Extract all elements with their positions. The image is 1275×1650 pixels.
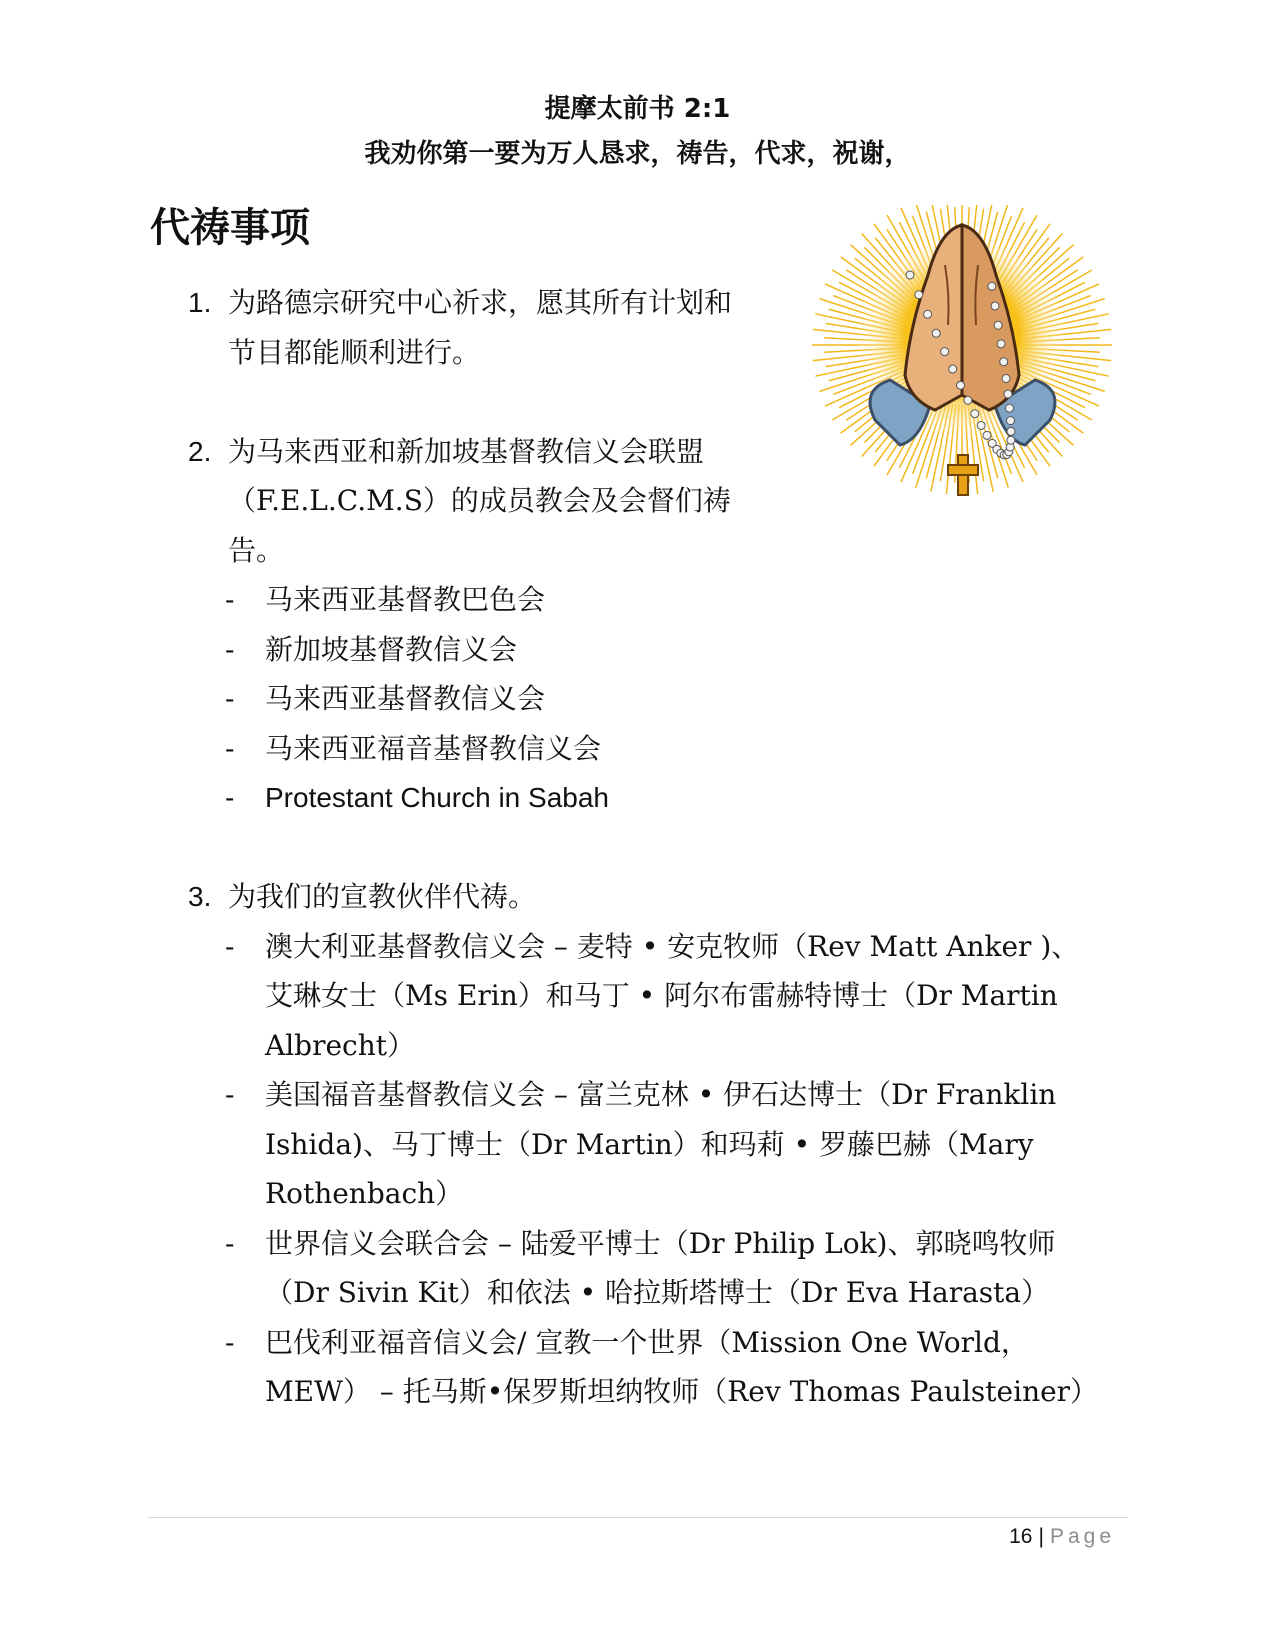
dash-bullet: - bbox=[225, 782, 235, 813]
prayer-item-1 bbox=[150, 278, 758, 377]
prayer-item-3 bbox=[150, 872, 1110, 922]
page-number: 16 bbox=[1009, 1525, 1033, 1548]
dash-bullet: - bbox=[225, 1078, 235, 1111]
list-item-text: 美国福音基督教信义会 – 富兰克林 • 伊石达博士（Dr Franklin Ishida)、马丁博士（Dr Martin）和玛莉 • 罗藤巴赫（Mary Rothenbach） bbox=[265, 1078, 1057, 1210]
page-footer bbox=[1009, 1525, 1115, 1549]
list-item-text: 巴伐利亚福音信义会/ 宣教一个世界（Mission One World，MEW） – 托马斯•保罗斯坦纳牧师（Rev Thomas Paulsteiner） bbox=[265, 1325, 1099, 1408]
page-label: Page bbox=[1049, 1525, 1115, 1548]
list-item-text: 马来西亚基督教信义会 bbox=[265, 682, 546, 715]
list-item bbox=[150, 625, 1110, 675]
list-item bbox=[150, 674, 1110, 724]
list-item-text: 世界信义会联合会 – 陆爱平博士（Dr Philip Lok)、郭晓鸣牧师（Dr Sivin Kit）和依法 • 哈拉斯塔博士（Dr Eva Harasta） bbox=[265, 1226, 1056, 1309]
item-number: 1. bbox=[188, 287, 212, 318]
list-item bbox=[150, 773, 1110, 823]
item-number: 2. bbox=[188, 435, 212, 467]
item-text: 为路德宗研究中心祈求，愿其所有计划和节目都能顺利进行。 bbox=[228, 286, 733, 369]
list-item-text: 澳大利亚基督教信义会 – 麦特 • 安克牧师（Rev Matt Anker )、艾琳女士（Ms Erin）和马丁 • 阿尔布雷赫特博士（Dr Martin Albrecht） bbox=[265, 929, 1080, 1062]
prayer-item-2 bbox=[150, 427, 778, 576]
dash-bullet: - bbox=[225, 1226, 235, 1260]
list-item-text: Protestant Church in Sabah bbox=[265, 782, 609, 813]
page-heading: 代祷事项 bbox=[150, 205, 310, 251]
dash-bullet: - bbox=[225, 731, 235, 765]
list-item bbox=[150, 922, 1085, 1071]
list-item bbox=[150, 1219, 1085, 1318]
footer-divider bbox=[148, 1517, 1128, 1518]
list-item bbox=[150, 1318, 1099, 1417]
list-item bbox=[150, 1070, 1085, 1219]
item-text: 为我们的宣教伙伴代祷。 bbox=[228, 880, 537, 913]
dash-bullet: - bbox=[225, 583, 235, 616]
dash-bullet: - bbox=[225, 632, 235, 666]
verse-reference: 提摩太前书 2:1 bbox=[544, 94, 731, 124]
item-text: 为马来西亚和新加坡基督教信义会联盟（F.E.L.C.M.S）的成员教会及会督们祷告。 bbox=[228, 434, 731, 567]
list-item-text: 新加坡基督教信义会 bbox=[265, 632, 518, 666]
dash-bullet: - bbox=[225, 1325, 235, 1359]
list-item bbox=[150, 724, 1110, 774]
list-item-text: 马来西亚福音基督教信义会 bbox=[265, 731, 602, 765]
list-item-text: 马来西亚基督教巴色会 bbox=[265, 583, 546, 616]
verse-text: 我劝你第一要为万人恳求，祷告，代求，祝谢， bbox=[364, 139, 911, 169]
item-number: 3. bbox=[188, 881, 212, 912]
footer-separator: | bbox=[1038, 1525, 1044, 1548]
prayer-list bbox=[150, 278, 1110, 1417]
dash-bullet: - bbox=[225, 929, 235, 963]
dash-bullet: - bbox=[225, 682, 235, 715]
list-item bbox=[150, 575, 1110, 625]
